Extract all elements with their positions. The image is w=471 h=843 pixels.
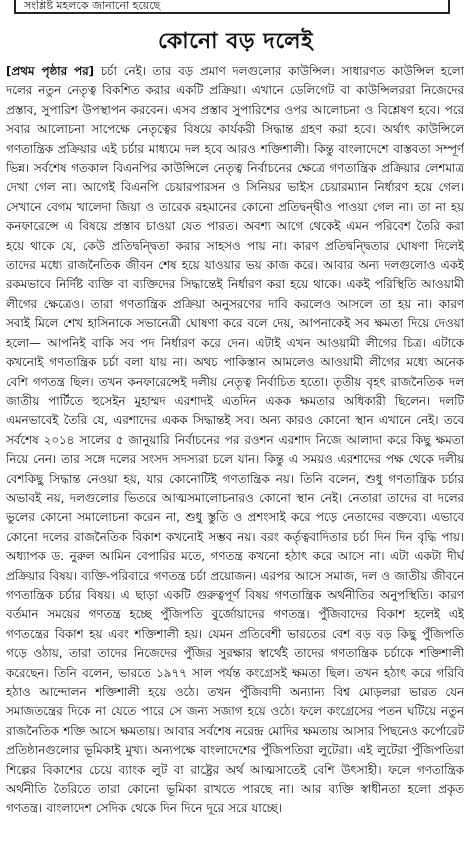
previous-article-text: সংশ্লিষ্ট মহলকে জানানো হয়েছে xyxy=(24,0,161,12)
previous-article-fragment xyxy=(0,0,471,20)
continued-from-front-page-label: [প্রথম পৃষ্ঠার পর] xyxy=(6,64,95,78)
article-body xyxy=(6,62,464,842)
article-body-text: চর্চা নেই। তার বড় প্রমাণ দলগুলোর কাউন্সিল। সাধারণত কাউন্সিল হলো দলের নতুন নেতৃত্ব বিকশিত করার একটি প্রক্রিয়া। এখানে ডেলিগেট বা কাউন্সিলররা নিজেদের প্রস্তাব, সুপারিশ উপস্থাপন করবেন। এসব প্রস্তাব সুপারিশের ওপর আলোচনা ও বিশ্লেষণ হবে। পরে সবার আলোচনা সাপেক্ষে নেতৃত্বের বিষয়ে কার্যকরী সিদ্ধান্ত গ্রহণ করা হবে। অর্থাৎ কাউন্সিলে গণতান্ত্রিক প্রক্রিয়ার এই চর্চার মাধ্যমে দল হবে আরও শক্তিশালী। কিন্তু বাংলাদেশে বাস্তবতা সম্পূর্ণ ভিন্ন। সর্বশেষ গতকাল বিএনপির কাউন্সিলে নেতৃত্ব নির্বাচনের ক্ষেত্রে গণতান্ত্রিক প্রক্রিয়ার লেশমাত্র দেখা গেল না। আগেই বিএনপি চেয়ারপারসন ও সিনিয়র ভাইস চেয়ারম্যান নির্ধারণ হয়ে গেল। সেখানে বেগম খালেদা জিয়া ও তারেক রহমানের কোনো প্রতিদ্বন্দ্বীও পাওয়া গেল না। তা না হয় কনফারেন্সে এ বিষয়ে প্রস্তাব চাওয়া যেত পারত। অবশ্য আগে থেকেই এমন পরিবেশ তৈরি করা হয়ে থাকে যে, কেউ প্রতিদ্বন্দ্বিতা করার সাহসও পায় না। কারণ প্রতিদ্বন্দ্বিতার ঘোষণা দিলেই তাদের মধ্যে রাজনৈতিক জীবন শেষ হয়ে যাওয়ার ভয় কাজ করে। আবার অন্য দলগুলোও একই রকমভাবে নির্দিষ্ট ব্যক্তি বা ব্যক্তিদের সিদ্ধান্তেই নির্ধারণ করা হয়ে থাকে। একই পরিস্থিতি আওয়ামী লীগের ক্ষেত্রেও। তারা গণতান্ত্রিক প্রক্রিয়া অনুসরণের দাবি করলেও আসলে তা হয় না। কারণ সবাই মিলে শেখ হাসিনাকে সভানেত্রী ঘোষণা করে বলে দেয়, আপনাকেই সব ক্ষমতা দিয়ে দেওয়া হলো— আপনিই বাকি সব পদ নির্ধারণ করে দেন। এটাই এখন আওয়ামী লীগের চিত্র। এটাকে কখনোই গণতান্ত্রিক চর্চা বলা যায় না। অথচ পাকিস্তান আমলেও আওয়ামী লীগের মধ্যে অনেক বেশি গণতন্ত্র ছিল। তখন কনফারেন্সেই দলীয় নেতৃত্ব নির্বাচিত হতো। তৃতীয় বৃহৎ রাজনৈতিক দল জাতীয় পার্টিতে হুসেইন মুহাম্মদ এরশাদই এতদিন একক ক্ষমতার অধিকারী ছিলেন। দলটি এমনভাবেই তৈরি যে, এরশাদের একক সিদ্ধান্তই সব। অন্য কারও কোনো স্থান এখানে নেই। তবে সর্বশেষ ২০১৪ সালের ৫ জানুয়ারি নির্বাচনের পর রওশন এরশাদ নিজে আলাদা করে কিছু ক্ষমতা নিয়ে নেন। তার সঙ্গে দলের সংসদ সদস্যরা চলে যান। কিন্তু এ সময়ও এরশাদের পক্ষ থেকে দলীয় বেশকিছু সিদ্ধান্ত নেওয়া হয়, যার কোনোটিই গণতান্ত্রিক নয়। তিনি বলেন, শুধু গণতান্ত্রিক চর্চার অভাবই নয়, দলগুলোর ভিতরে আত্মসমালোচনারও কোনো স্থান নেই। নেতারা তাদের বা দলের ভুলের কোনো সমালোচনা করেন না, শুধু স্তুতি ও প্রশংসাই করে পড়ে নেতাদের বক্তব্যে। এভাবে কোনো দলের রাজনৈতিক বিকাশ কখনোই সম্ভব নয়। বরং কর্তৃত্ববাদিতার চর্চা দিন দিন বৃদ্ধি পায়। অধ্যাপক ড. নুরুল আমিন বেপারির মতে, গণতন্ত্র কখনো হঠাৎ করে আসে না। এটা একটা দীর্ঘ প্রক্রিয়ার বিষয়। ব্যক্তি-পরিবারে গণতন্ত্র চর্চা প্রয়োজন। এরপর আসে সমাজ, দল ও জাতীয় জীবনে গণতান্ত্রিক চর্চার বিষয়। এ ছাড়া একটি গুরুত্বপূর্ণ বিষয় গণতান্ত্রিক অর্থনীতির অনুপস্থিতি। কারণ বর্তমান সময়ের গণতন্ত্র হচ্ছে পুঁজিপতি বুর্জোয়াদের গণতন্ত্র। পুঁজিবাদের বিকাশ হলেই এই গণতন্ত্রের বিকাশ হয় এবং শক্তিশালী হয়। যেমন প্রতিবেশী ভারতের বেশ বড় বড় কিছু পুঁজিপতি গড়ে ওঠায়, তারা তাদের নিজেদের পুঁজির সুরক্ষার স্বার্থেই তাদের গণতান্ত্রিক চর্চাকে শক্তিশালী করেছেন। তিনি বলেন, ভারতে ১৯৭৭ সাল পর্যন্ত কংগ্রেসই ক্ষমতা ছিল। তখন হঠাৎ করে গরিবি হঠাও আন্দোলন শক্তিশালী হয়ে ওঠে। তখন পুঁজিবাদী অন্যান্য বিশ্ব মোড়লরা ভারত যেন সমাজতন্ত্রের দিকে না যেতে পারে সে জন্য সজাগ হয়ে ওঠে। ফলে কংগ্রেসের পতন ঘটিয়ে নতুন রাজনৈতিক শক্তি আসে ক্ষমতায়। আবার সর্বশেষ নরেন্দ্র মোদির ক্ষমতায় আসার পিছনেও কর্পোরেট প্রতিষ্ঠানগুলোর ভূমিকাই মুখ্য। অন্যপক্ষে বাংলাদেশের পুঁজিপতিরা লুটেরা। এই লুটেরা পুঁজিপতিরা শিল্পের বিকাশের চেয়ে ব্যাংক লুট বা রাষ্ট্রের অর্থ আত্মসাতেই বেশি উৎসাহী। ফলে গণতান্ত্রিক অর্থনীতি তৈরিতে তারা কোনো ভূমিকা রাখতে পারছে না। আর ব্যক্তি স্বাধীনতা হলো প্রকৃত গণতন্ত্র। বাংলাদেশ সেদিক থেকে দিন দিনে দূরে সরে যাচ্ছে। xyxy=(6,64,464,816)
article-headline: কোনো বড় দলেই xyxy=(157,29,314,54)
